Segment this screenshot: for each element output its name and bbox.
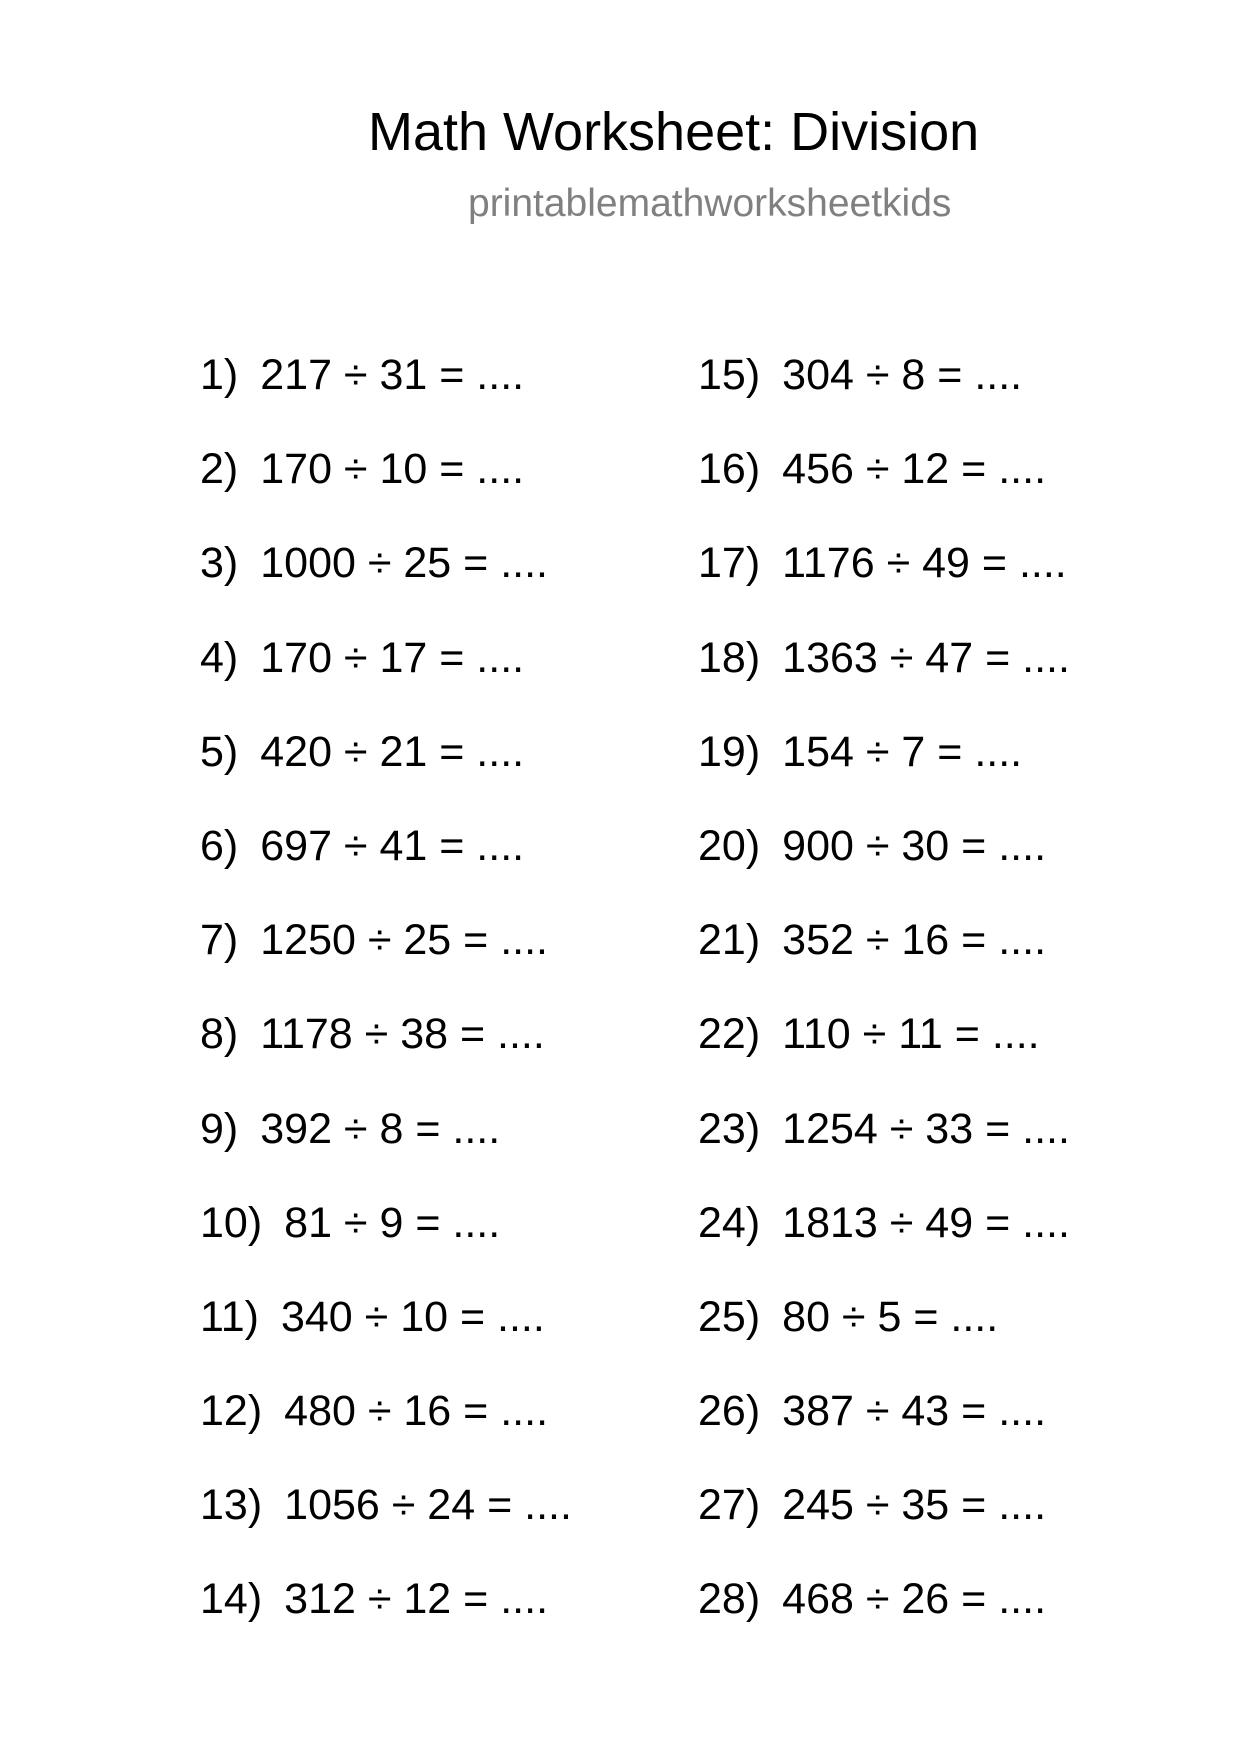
problem-number: 23)	[698, 1104, 761, 1153]
problem-expression: 1363 ÷ 47 = ....	[782, 633, 1070, 682]
problem-number: 10)	[200, 1198, 263, 1247]
problem-number: 9)	[200, 1104, 239, 1153]
problem-expression: 1250 ÷ 25 = ....	[260, 916, 549, 965]
problem-expression: 312 ÷ 12 = ....	[284, 1575, 549, 1624]
problem-item	[200, 816, 572, 910]
problem-number: 5)	[200, 727, 239, 776]
problem-item	[200, 628, 572, 722]
problem-number: 1)	[200, 351, 239, 399]
problem-expression: 392 ÷ 8 = ....	[260, 1104, 501, 1153]
problem-number: 7)	[200, 916, 239, 965]
problem-number: 12)	[200, 1387, 263, 1436]
problem-number: 20)	[698, 821, 761, 870]
problem-number: 14)	[200, 1575, 263, 1624]
problem-expression: 110 ÷ 11 = ....	[782, 1010, 1040, 1059]
problem-item	[200, 910, 572, 1004]
problem-number: 11)	[200, 1292, 259, 1341]
problem-item	[698, 628, 1070, 722]
problem-item	[200, 1004, 572, 1098]
problem-expression: 154 ÷ 7 = ....	[782, 727, 1023, 776]
problem-number: 18)	[698, 633, 761, 682]
problem-column-left	[200, 345, 572, 1664]
problem-number: 15)	[698, 351, 761, 399]
problem-expression: 420 ÷ 21 = ....	[260, 727, 525, 776]
problem-number: 2)	[200, 445, 239, 494]
problem-expression: 1176 ÷ 49 = ....	[782, 539, 1067, 588]
problem-expression: 352 ÷ 16 = ....	[782, 916, 1047, 965]
problem-item	[200, 1475, 572, 1569]
worksheet-subtitle: printablemathworksheetkids	[468, 182, 952, 225]
problem-number: 3)	[200, 539, 239, 588]
problem-item	[698, 1381, 1070, 1475]
problem-expression: 245 ÷ 35 = ....	[782, 1481, 1047, 1530]
problem-number: 27)	[698, 1481, 761, 1530]
problem-expression: 340 ÷ 10 = ....	[280, 1292, 545, 1341]
problem-item	[200, 1381, 572, 1475]
problem-item	[698, 910, 1070, 1004]
problem-item	[698, 1475, 1070, 1569]
problem-item	[698, 1099, 1070, 1193]
problem-expression: 456 ÷ 12 = ....	[782, 445, 1047, 494]
problem-expression: 1813 ÷ 49 = ....	[782, 1198, 1070, 1247]
problem-number: 17)	[698, 539, 761, 588]
problem-item	[698, 1004, 1070, 1098]
problem-expression: 1178 ÷ 38 = ....	[260, 1010, 545, 1059]
problem-expression: 1254 ÷ 33 = ....	[782, 1104, 1070, 1153]
problem-item	[698, 533, 1070, 627]
problem-number: 19)	[698, 727, 761, 776]
problem-expression: 170 ÷ 10 = ....	[260, 445, 525, 494]
problem-expression: 304 ÷ 8 = ....	[782, 351, 1023, 399]
problem-item	[200, 1287, 572, 1381]
problem-number: 24)	[698, 1198, 761, 1247]
problem-expression: 80 ÷ 5 = ....	[782, 1292, 999, 1341]
problem-expression: 1000 ÷ 25 = ....	[260, 539, 549, 588]
problem-item	[200, 439, 572, 533]
problem-item	[698, 1193, 1070, 1287]
problem-expression: 697 ÷ 41 = ....	[260, 821, 525, 870]
problem-number: 6)	[200, 821, 239, 870]
worksheet-title: Math Worksheet: Division	[368, 102, 980, 162]
problem-column-right	[698, 345, 1070, 1664]
problem-item	[698, 1287, 1070, 1381]
problem-item	[698, 816, 1070, 910]
problem-item	[200, 533, 572, 627]
problem-number: 26)	[698, 1387, 761, 1436]
problem-number: 13)	[200, 1481, 263, 1530]
problem-number: 16)	[698, 445, 761, 494]
problem-expression: 900 ÷ 30 = ....	[782, 821, 1047, 870]
problem-number: 21)	[698, 916, 761, 965]
problem-item	[698, 1569, 1070, 1663]
problem-item	[200, 1569, 572, 1663]
problem-item	[200, 722, 572, 816]
problem-number: 28)	[698, 1575, 761, 1624]
problem-expression: 81 ÷ 9 = ....	[284, 1198, 501, 1247]
problem-expression: 170 ÷ 17 = ....	[260, 633, 525, 682]
problem-number: 8)	[200, 1010, 239, 1059]
problem-item	[200, 1193, 572, 1287]
problem-item	[698, 439, 1070, 533]
problem-item	[200, 345, 572, 439]
problem-expression: 217 ÷ 31 = ....	[260, 351, 525, 399]
problem-expression: 1056 ÷ 24 = ....	[284, 1481, 572, 1530]
problem-number: 25)	[698, 1292, 761, 1341]
problem-expression: 387 ÷ 43 = ....	[782, 1387, 1047, 1436]
problem-expression: 480 ÷ 16 = ....	[284, 1387, 549, 1436]
problem-expression: 468 ÷ 26 = ....	[782, 1575, 1047, 1624]
problem-number: 4)	[200, 633, 239, 682]
problem-number: 22)	[698, 1010, 761, 1059]
problem-item	[698, 722, 1070, 816]
problem-item	[698, 345, 1070, 439]
problem-item	[200, 1099, 572, 1193]
